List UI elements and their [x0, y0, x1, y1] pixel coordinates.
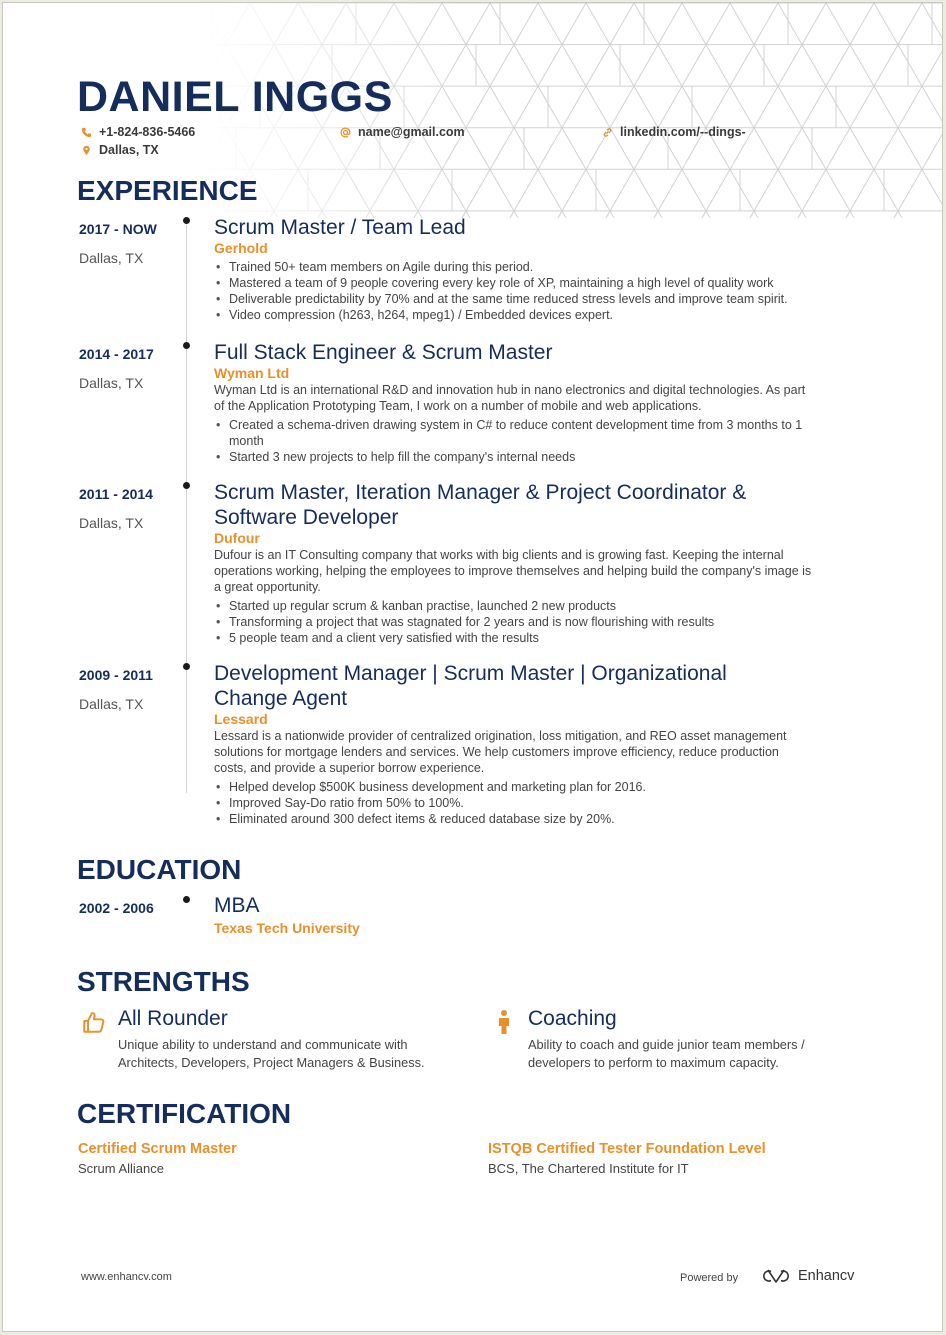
job-title-line: Development Manager | Scrum Master | Organizational	[214, 662, 727, 685]
linkedin-contact	[602, 125, 746, 139]
location-pin-icon	[81, 145, 92, 156]
description-line: costs, and provide a superior borrow experience.	[214, 761, 485, 775]
location-text: Dallas, TX	[99, 143, 159, 157]
job-title	[214, 340, 884, 365]
pattern-line	[893, 3, 942, 218]
candidate-name: DANIEL INGGS	[77, 73, 393, 121]
company-name: Lessard	[214, 711, 268, 727]
email-address[interactable]: name@gmail.com	[358, 125, 465, 139]
strength-title: Coaching	[528, 1007, 617, 1030]
phone-number[interactable]: +1-824-836-5466	[99, 125, 196, 139]
footer-website[interactable]: www.enhancv.com	[81, 1271, 172, 1283]
powered-by-text: Powered by	[680, 1272, 739, 1284]
achievement-text: month	[229, 434, 264, 448]
achievement-item	[214, 291, 884, 307]
pattern-line	[797, 3, 942, 218]
certification-title: Certified Scrum Master	[78, 1141, 237, 1157]
experience-location: Dallas, TX	[79, 515, 144, 531]
company-description	[214, 547, 884, 595]
strength-desc	[528, 1036, 805, 1072]
timeline-dot	[183, 342, 190, 349]
timeline-dot	[183, 217, 190, 224]
achievement-item	[214, 614, 884, 630]
education-timeline-dot	[183, 896, 190, 903]
achievement-text: • Mastered a team of 9 people covering every key role of XP, maintaining a high level of quality work	[229, 276, 774, 290]
achievement-text: • Trained 50+ team members on Agile during this period.	[229, 260, 534, 274]
enhancv-brand[interactable]: Enhancv	[798, 1268, 855, 1284]
phone-contact	[81, 125, 195, 139]
job-title-line: Software Developer	[214, 506, 399, 529]
achievement-text: • Started up regular scrum & kanban practise, launched 2 new products	[229, 599, 617, 613]
job-title-line: Scrum Master, Iteration Manager & Project Coordinator &	[214, 481, 747, 504]
company-name: Gerhold	[214, 240, 268, 256]
education-degree: MBA	[214, 894, 260, 917]
achievement-item	[214, 449, 884, 465]
achievement-text: • Video compression (h263, h264, mpeg1) / Embedded devices expert.	[229, 308, 614, 322]
experience-entry	[214, 661, 884, 827]
education-school: Texas Tech University	[214, 920, 360, 936]
job-title	[214, 215, 884, 240]
achievement-item	[214, 795, 884, 811]
company-description	[214, 728, 884, 776]
achievement-item	[214, 811, 884, 827]
phone-icon	[81, 127, 92, 138]
job-title-line: Change Agent	[214, 687, 348, 710]
email-contact	[340, 125, 465, 139]
experience-entry	[214, 480, 884, 646]
description-line: Wyman Ltd is an international R&D and innovation hub in nano electronics and digital technologies. As part	[214, 383, 806, 397]
achievement-list	[214, 598, 884, 646]
company-description	[214, 382, 884, 414]
timeline-dot	[183, 482, 190, 489]
description-line: Dufour is an IT Consulting company that works with big clients and is growing fast. Keeping the internal	[214, 548, 784, 562]
job-title	[214, 661, 884, 711]
certification-heading: CERTIFICATION	[77, 1098, 292, 1129]
achievement-text: • Started 3 new projects to help fill the company's internal needs	[229, 450, 576, 464]
experience-entry	[214, 215, 884, 323]
strength-desc-line: Ability to coach and guide junior team members /	[528, 1037, 805, 1052]
achievement-item	[214, 598, 884, 614]
experience-dates: 2009 - 2011	[79, 667, 153, 683]
timeline-dot	[183, 663, 190, 670]
link-icon	[602, 127, 613, 138]
achievement-text: • Created a schema-driven drawing system in C# to reduce content development time from 3 months to 1	[229, 418, 803, 432]
achievement-item	[214, 259, 884, 275]
job-title-line: Full Stack Engineer & Scrum Master	[214, 341, 553, 364]
timeline-line	[186, 225, 187, 793]
achievement-item	[214, 779, 884, 795]
experience-heading: EXPERIENCE	[77, 175, 258, 206]
achievement-item	[214, 275, 884, 291]
strength-desc-line: Architects, Developers, Project Managers & Business.	[118, 1055, 425, 1070]
linkedin-url[interactable]: linkedin.com/--dings-	[620, 125, 746, 139]
strength-title: All Rounder	[118, 1007, 228, 1030]
strength-desc	[118, 1036, 425, 1072]
education-dates: 2002 - 2006	[79, 900, 154, 916]
achievement-text: • Eliminated around 300 defect items & reduced database size by 20%.	[229, 812, 615, 826]
at-icon	[340, 127, 351, 138]
description-line: solutions for mortgage lenders and services. We help customers improve efficiency, reduce production	[214, 745, 779, 759]
enhancv-logo-icon	[759, 1267, 793, 1285]
certification-org: BCS, The Chartered Institute for IT	[488, 1161, 689, 1176]
experience-entry	[214, 340, 884, 465]
resume-page	[2, 2, 943, 1332]
achievement-list	[214, 259, 884, 323]
company-name: Wyman Ltd	[214, 365, 290, 381]
experience-location: Dallas, TX	[79, 250, 144, 266]
strengths-heading: STRENGTHS	[77, 966, 250, 997]
description-line: Lessard is a nationwide provider of centralized origination, loss mitigation, and REO asset management	[214, 729, 787, 743]
strength-desc-line: Unique ability to understand and communicate with	[118, 1037, 408, 1052]
experience-dates: 2017 - NOW	[79, 221, 157, 237]
achievement-text: • 5 people team and a client very satisfied with the results	[229, 631, 539, 645]
achievement-text: • Transforming a project that was stagnated for 2 years and is now flourishing with results	[229, 615, 715, 629]
thumbs-up-icon	[81, 1009, 107, 1035]
company-name: Dufour	[214, 530, 260, 546]
person-icon	[492, 1009, 516, 1035]
description-line: of the Application Prototyping Team, I work on a number of mobile and web applications.	[214, 399, 702, 413]
experience-location: Dallas, TX	[79, 696, 144, 712]
certification-org: Scrum Alliance	[78, 1161, 164, 1176]
job-title-line: Scrum Master / Team Lead	[214, 216, 466, 239]
education-heading: EDUCATION	[77, 854, 242, 885]
experience-location: Dallas, TX	[79, 375, 144, 391]
achievement-text: • Improved Say-Do ratio from 50% to 100%.	[229, 796, 464, 810]
achievement-text: • Helped develop $500K business development and marketing plan for 2016.	[229, 780, 646, 794]
achievement-list	[214, 417, 884, 465]
achievement-text: • Deliverable predictability by 70% and at the same time reduced stress levels and improve team spirit.	[229, 292, 788, 306]
location-contact	[81, 143, 159, 157]
achievement-item	[214, 630, 884, 646]
certification-title: ISTQB Certified Tester Foundation Level	[488, 1141, 766, 1157]
description-line: a great opportunity.	[214, 580, 321, 594]
achievement-list	[214, 779, 884, 827]
achievement-item	[214, 307, 884, 323]
experience-dates: 2014 - 2017	[79, 346, 154, 362]
job-title	[214, 480, 884, 530]
achievement-item	[214, 417, 884, 449]
experience-dates: 2011 - 2014	[79, 486, 153, 502]
strength-desc-line: developers to perform to maximum capacity.	[528, 1055, 779, 1070]
description-line: operations working, helping the employees to improve themselves and helping build the company's image is	[214, 564, 812, 578]
